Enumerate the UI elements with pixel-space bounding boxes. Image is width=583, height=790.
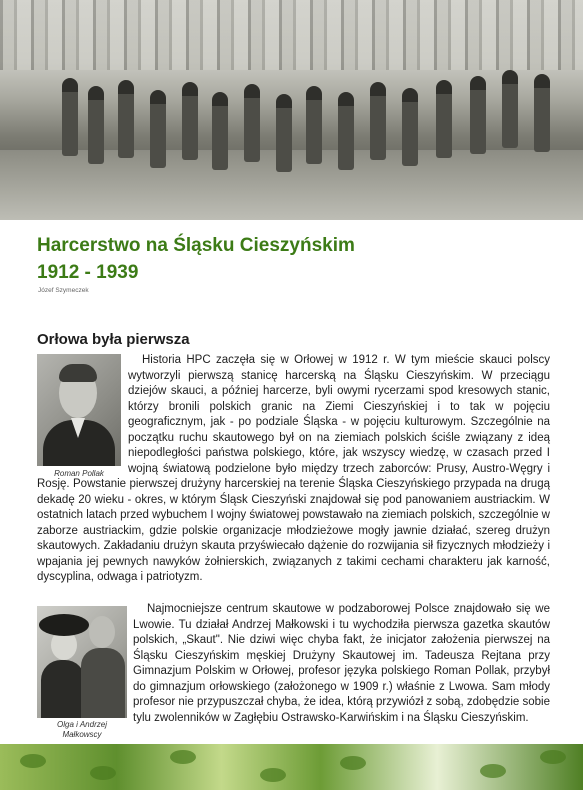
- hero-figure: [244, 84, 260, 162]
- photo-spacer: [37, 353, 128, 477]
- hero-figure: [470, 76, 486, 154]
- article-title: [37, 232, 355, 286]
- hero-figure: [150, 90, 166, 168]
- paragraph-2-text: Najmocniejsze centrum skautowe w podzaborowej Polsce znajdowało się we Lwowie. Tu działał Andrzej Małkowski i tu wychodziła pierwsza gazetka skautów polskich, „Skaut". Nie dziwi więc chyba fakt, że inicjator założenia pierwszej na Śląsku Cieszyńskim męskiej Drużyny Skautowej im. Tadeusza Rejtana przy Gimnazjum Polskim w Orłowej, profesor języka polskiego Roman Pollak, przybył do gimnazjum orłowskiego (założonego w 1909 r.) właśnie z Lwowa. Sam młody profesor nie przypuszczał chyba, że idea, którą przywiózł z sobą, zdobędzie sobie tylu zwolenników w Zagłębiu Ostrawsko-Karwińskim i na Śląsku Cieszyńskim.: [133, 603, 550, 724]
- hero-photo-scouts-circle: [0, 0, 583, 220]
- paragraph-1-text: Historia HPC zaczęła się w Orłowej w 1912 r. W tym mieście skauci polscy wytworzyli pierwszą stanicę harcerską na Śląsku Cieszyńskim. W przeciągu dziejów skauci, a później harcerze, byli owymi rycerzami spod kresowych stanic, którzy bronili polskich granic na Ziemi Cieszyńskiej i to tak w pojęciu geograficznym, jak - po podziale Śląska - w pojęciu kulturowym. Szczególnie na początku ruchu skautowego był on na ziemiach polskich ściśle związany z ideą niepodległości państwa polskiego, które, jak wszyscy wiedzę, w czasach przed I wojną światową podzielone było między trzech zaborców: Prusy, Austro-Węgry i Rosję. Powstanie pierwszej drużyny harcerskiej na terenie Śląska Cieszyńskiego przypada na drugą dekadę 20 wieku - okres, w którym Śląsk Cieszyński znajdował się pod panowaniem austriackim. W ostatnich latach przed wybuchem I wojny światowej powstawało na ziemiach polskich, szczególnie w zaborze austriackim, gdzie polskie organizacje młodzieżowe mogły jawnie działać, szereg drużyn skautowych. Zakładaniu drużyn skauta przyświecało dążenie do rozwijania sił fizycznych młodzieży i wpajania jej pewnych nawyków żołnierskich, związanych z takimi cechami charakteru jak karność, dyscyplina, odwaga i patriotyzm.: [37, 354, 550, 583]
- title-line-1: Harcerstwo na Śląsku Cieszyńskim: [37, 235, 355, 256]
- hero-figure: [306, 86, 322, 164]
- footer-leaf: [170, 750, 196, 764]
- title-line-2: 1912 - 1939: [37, 262, 139, 283]
- hero-figure: [118, 80, 134, 158]
- section-heading: Orłowa była pierwsza: [37, 331, 190, 348]
- hero-figure: [212, 92, 228, 170]
- couple-caption-line-2: Małkowscy: [62, 730, 102, 739]
- photo-spacer: [37, 602, 133, 728]
- hero-figure: [402, 88, 418, 166]
- footer-leaf: [20, 754, 46, 768]
- footer-leaf: [540, 750, 566, 764]
- author-name: Józef Szymeczek: [38, 287, 89, 294]
- couple-caption-line-1: Olga i Andrzej: [57, 720, 107, 729]
- hero-figure: [88, 86, 104, 164]
- footer-leaf: [260, 768, 286, 782]
- portrait-caption: Roman Pollak: [54, 469, 104, 478]
- hero-figure: [182, 82, 198, 160]
- paragraph-1: [37, 353, 550, 586]
- hero-figure: [534, 74, 550, 152]
- footer-foliage-image: [0, 744, 583, 790]
- footer-leaf: [90, 766, 116, 780]
- hero-figure: [62, 78, 78, 156]
- paragraph-2: [37, 602, 550, 728]
- hero-figure: [436, 80, 452, 158]
- footer-leaf: [480, 764, 506, 778]
- hero-figure: [370, 82, 386, 160]
- hero-figure: [276, 94, 292, 172]
- hero-figure: [338, 92, 354, 170]
- hero-treeline: [0, 0, 583, 70]
- hero-figure: [502, 70, 518, 148]
- footer-leaf: [340, 756, 366, 770]
